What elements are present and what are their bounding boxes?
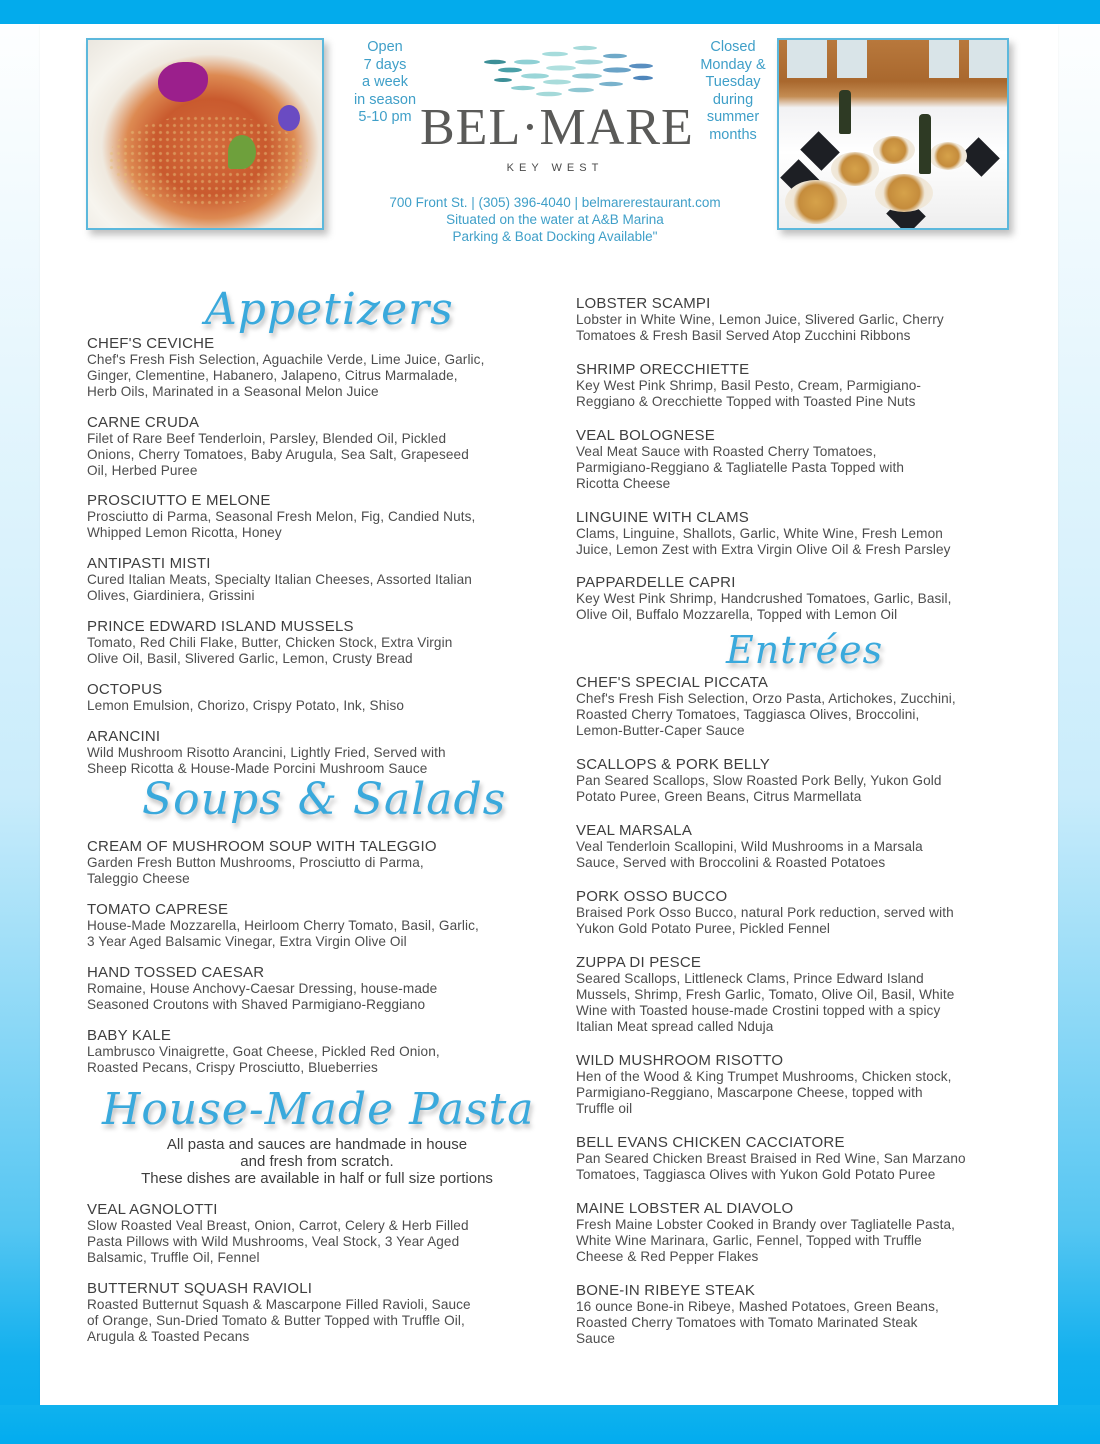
item-name: BONE-IN RIBEYE STEAK (576, 1282, 756, 1299)
item-description: Chef's Fresh Fish Selection, Aguachile Verde, Lime Juice, Garlic, Ginger, Clementine, Habanero, Jalapeno, Citrus Marmalade, Herb Oils, Marinated in a Seasonal Melon Juice (87, 352, 485, 399)
item-description: Slow Roasted Veal Breast, Onion, Carrot, Celery & Herb Filled Pasta Pillows with Wild Mushrooms, Veal Stock, 3 Year Aged Balsamic, Truffle Oil, Fennel (87, 1218, 469, 1265)
item-name: PORK OSSO BUCCO (576, 888, 728, 905)
item-name: CHEF'S SPECIAL PICCATA (576, 674, 769, 691)
item-description: Veal Meat Sauce with Roasted Cherry Tomatoes, Parmigiano-Reggiano & Tagliatelle Pasta Topped with Ricotta Cheese (576, 444, 905, 491)
item-description: Garden Fresh Button Mushrooms, Prosciutto di Parma, Taleggio Cheese (87, 855, 424, 886)
item-name: CARNE CRUDA (87, 414, 200, 431)
restaurant-logo-name: BEL·MARE (420, 99, 694, 156)
menu-item (87, 414, 547, 479)
menu-item (576, 674, 1036, 739)
item-description: Wild Mushroom Risotto Arancini, Lightly Fried, Served with Sheep Ricotta & House-Made Porcini Mushroom Sauce (87, 745, 446, 776)
menu-item (576, 822, 1036, 871)
menu-item (576, 509, 1036, 558)
menu-item (576, 361, 1036, 410)
menu-item (576, 427, 1036, 492)
section-title-house-made-pasta: House-Made Pasta (102, 1084, 535, 1135)
item-description: Roasted Butternut Squash & Mascarpone Filled Ravioli, Sauce of Orange, Sun-Dried Tomato & Butter Topped with Truffle Oil, Arugula & Toasted Pecans (87, 1297, 471, 1344)
menu-item (576, 756, 1036, 805)
marina-location: Situated on the water at A&B Marina (446, 212, 664, 227)
item-name: LOBSTER SCAMPI (576, 295, 711, 312)
item-description: Lobster in White Wine, Lemon Juice, Slivered Garlic, Cherry Tomatoes & Fresh Basil Served Atop Zucchini Ribbons (576, 312, 944, 343)
section-title-entrees: Entrées (726, 628, 884, 672)
item-description: Cured Italian Meats, Specialty Italian Cheeses, Assorted Italian Olives, Giardiniera, Grissini (87, 572, 472, 603)
edible-flower (278, 105, 300, 131)
menu-item (576, 1052, 1036, 1117)
item-name: ZUPPA DI PESCE (576, 954, 702, 971)
menu-item (87, 1201, 547, 1266)
closed-days-text: Closed Monday & Tuesday during summer months (700, 39, 766, 143)
item-description: Veal Tenderloin Scallopini, Wild Mushrooms in a Marsala Sauce, Served with Broccolini & Roasted Potatoes (576, 839, 923, 870)
item-description: Tomato, Red Chili Flake, Butter, Chicken Stock, Extra Virgin Olive Oil, Basil, Slivered Garlic, Lemon, Crusty Bread (87, 635, 453, 666)
menu-item (87, 335, 547, 400)
item-description: Seared Scallops, Littleneck Clams, Prince Edward Island Mussels, Shrimp, Fresh Garlic, Tomato, Olive Oil, Basil, White Wine with Toasted house-made Crostini topped with a spicy Italian Meat spread called Nduja (576, 971, 955, 1034)
item-description: Pan Seared Scallops, Slow Roasted Pork Belly, Yukon Gold Potato Puree, Green Beans, Citrus Marmellata (576, 773, 942, 804)
open-hours-text: Open 7 days a week in season 5-10 pm (353, 39, 417, 125)
item-name: VEAL AGNOLOTTI (87, 1201, 218, 1218)
item-name: WILD MUSHROOM RISOTTO (576, 1052, 784, 1069)
item-name: BABY KALE (87, 1027, 172, 1044)
item-description: Prosciutto di Parma, Seasonal Fresh Melon, Fig, Candied Nuts, Whipped Lemon Ricotta, Honey (87, 509, 476, 540)
menu-item (576, 1282, 1036, 1347)
address-phone-website: 700 Front St. | (305) 396-4040 | belmarerestaurant.com (389, 195, 721, 210)
item-name: PROSCIUTTO E MELONE (87, 492, 271, 509)
menu-item (87, 964, 547, 1013)
item-description: Pan Seared Chicken Breast Braised in Red Wine, San Marzano Tomatoes, Taggiasca Olives with Yukon Gold Potato Puree (576, 1151, 966, 1182)
item-description: House-Made Mozzarella, Heirloom Cherry Tomato, Basil, Garlic, 3 Year Aged Balsamic Vinegar, Extra Virgin Olive Oil (87, 918, 479, 949)
menu-item (87, 901, 547, 950)
pasta-dish-photo (86, 38, 324, 230)
section-title-soups-salads: Soups & Salads (142, 774, 507, 825)
item-name: PAPPARDELLE CAPRI (576, 574, 736, 591)
microgreen-leaf (228, 135, 256, 169)
item-name: VEAL BOLOGNESE (576, 427, 715, 444)
menu-item (87, 492, 547, 541)
menu-item (576, 295, 1036, 344)
dining-table-photo (777, 38, 1009, 230)
item-description: Braised Pork Osso Bucco, natural Pork reduction, served with Yukon Gold Potato Puree, Pickled Fennel (576, 905, 954, 936)
item-description: Romaine, House Anchovy-Caesar Dressing, house-made Seasoned Croutons with Shaved Parmigiano-Reggiano (87, 981, 438, 1012)
item-name: SCALLOPS & PORK BELLY (576, 756, 771, 773)
menu-item (576, 1200, 1036, 1265)
parking-docking-note: Parking & Boat Docking Available" (452, 229, 658, 244)
pasta-note: All pasta and sauces are handmade in house and fresh from scratch. These dishes are available in half or full size portions (141, 1136, 493, 1187)
item-name: PRINCE EDWARD ISLAND MUSSELS (87, 618, 354, 635)
menu-item (87, 1280, 547, 1345)
item-name: ANTIPASTI MISTI (87, 555, 211, 572)
item-name: BUTTERNUT SQUASH RAVIOLI (87, 1280, 313, 1297)
item-description: Filet of Rare Beef Tenderloin, Parsley, Blended Oil, Pickled Onions, Cherry Tomatoes, Baby Arugula, Sea Salt, Grapeseed Oil, Herbed Puree (87, 431, 469, 478)
menu-item (87, 728, 547, 777)
menu-item (576, 954, 1036, 1035)
bottom-accent-bar (0, 1405, 1100, 1444)
item-description: Clams, Linguine, Shallots, Garlic, White Wine, Fresh Lemon Juice, Lemon Zest with Extra Virgin Olive Oil & Fresh Parsley (576, 526, 951, 557)
menu-item (87, 838, 547, 887)
menu-item (87, 618, 547, 667)
item-name: SHRIMP ORECCHIETTE (576, 361, 750, 378)
menu-item (576, 1134, 1036, 1183)
item-description: Hen of the Wood & King Trumpet Mushrooms, Chicken stock, Parmigiano-Reggiano, Mascarpone Cheese, topped with Truffle oil (576, 1069, 952, 1116)
item-name: TOMATO CAPRESE (87, 901, 229, 918)
item-name: OCTOPUS (87, 681, 163, 698)
item-description: Key West Pink Shrimp, Basil Pesto, Cream, Parmigiano- Reggiano & Orecchiette Topped with Toasted Pine Nuts (576, 378, 922, 409)
restaurant-location: KEY WEST (506, 162, 604, 174)
item-name: BELL EVANS CHICKEN CACCIATORE (576, 1134, 845, 1151)
item-description: Lemon Emulsion, Chorizo, Crispy Potato, Ink, Shiso (87, 698, 405, 713)
top-accent-bar (0, 0, 1100, 24)
contact-info (340, 194, 770, 245)
section-title-appetizers: Appetizers (205, 284, 454, 335)
item-name: ARANCINI (87, 728, 161, 745)
item-description: Chef's Fresh Fish Selection, Orzo Pasta, Artichokes, Zucchini, Roasted Cherry Tomatoes, Taggiasca Olives, Broccolini, Lemon-Butter-Caper Sauce (576, 691, 956, 738)
item-description: Lambrusco Vinaigrette, Goat Cheese, Pickled Red Onion, Roasted Pecans, Crispy Prosciutto, Blueberries (87, 1044, 440, 1075)
menu-item (576, 574, 1036, 623)
fish-school-logo-icon (465, 40, 665, 106)
menu-item (87, 1027, 547, 1076)
menu-item (576, 888, 1036, 937)
item-description: Fresh Maine Lobster Cooked in Brandy over Tagliatelle Pasta, White Wine Marinara, Garlic, Fennel, Topped with Truffle Cheese & Red Pepper Flakes (576, 1217, 956, 1264)
item-name: VEAL MARSALA (576, 822, 693, 839)
item-name: CREAM OF MUSHROOM SOUP WITH TALEGGIO (87, 838, 437, 855)
item-description: 16 ounce Bone-in Ribeye, Mashed Potatoes, Green Beans, Roasted Cherry Tomatoes with Tomato Marinated Steak Sauce (576, 1299, 939, 1346)
item-name: MAINE LOBSTER AL DIAVOLO (576, 1200, 794, 1217)
item-name: CHEF'S CEVICHE (87, 335, 215, 352)
item-description: Key West Pink Shrimp, Handcrushed Tomatoes, Garlic, Basil, Olive Oil, Buffalo Mozzarella, Topped with Lemon Oil (576, 591, 952, 622)
menu-item (87, 681, 547, 714)
item-name: LINGUINE WITH CLAMS (576, 509, 749, 526)
menu-item (87, 555, 547, 604)
item-name: HAND TOSSED CAESAR (87, 964, 265, 981)
